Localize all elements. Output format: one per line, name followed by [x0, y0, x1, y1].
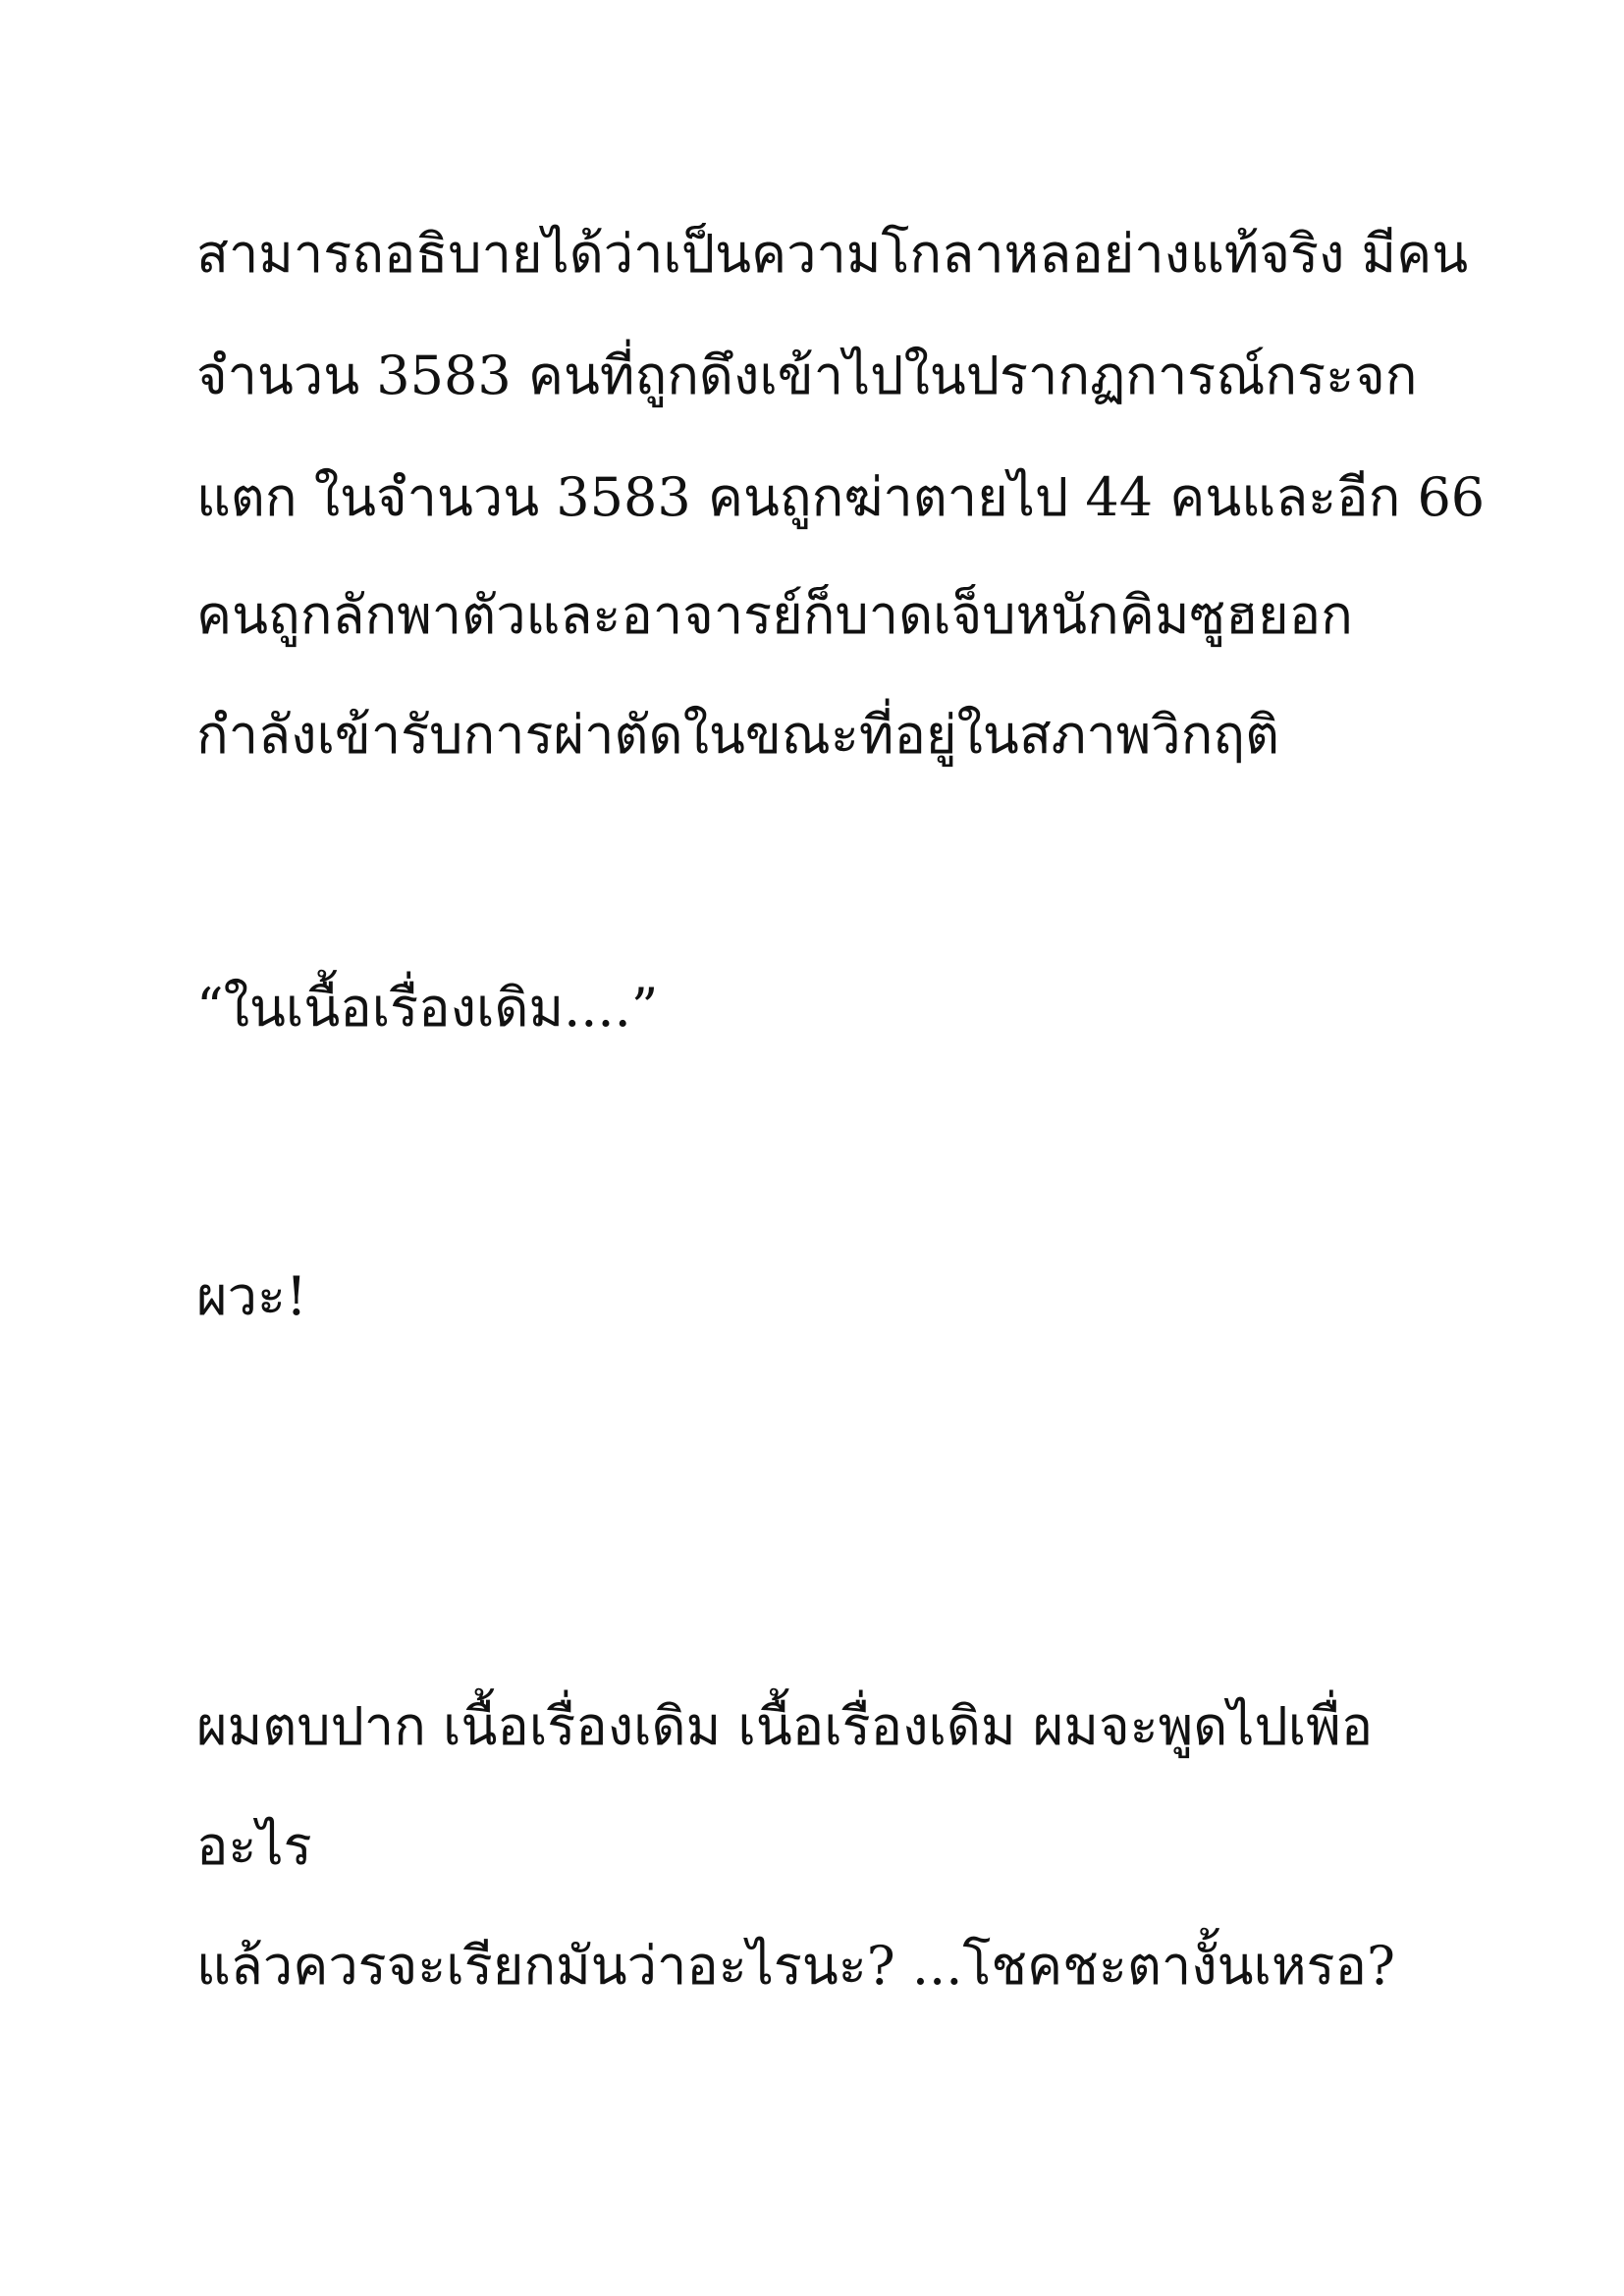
paragraph2-line-2: อะไร — [196, 1815, 312, 1877]
sound-effect: ผวะ! — [196, 1265, 307, 1327]
paragraph2-line-1: ผมตบปาก เนื้อเรื่องเดิม เนื้อเรื่องเดิม ผมจะพูดไปเพื่อ — [196, 1695, 1374, 1757]
paragraph-line-3: แตก ในจำนวน 3583 คนถูกฆ่าตายไป 44 คนและอีก 66 — [196, 466, 1486, 528]
paragraph3-line: แล้วควรจะเรียกมันว่าอะไรนะ? ...โชคชะตางั้นเหรอ? — [196, 1935, 1395, 1997]
dialogue-quote: “ในเนื้อเรื่องเดิม....” — [196, 977, 659, 1039]
paragraph-line-2: จำนวน 3583 คนที่ถูกดึงเข้าไปในปรากฏการณ์กระจก — [196, 345, 1418, 406]
paragraph-line-1: สามารถอธิบายได้ว่าเป็นความโกลาหลอย่างแท้จริง มีคน — [196, 223, 1469, 285]
paragraph-line-5: กำลังเข้ารับการผ่าตัดในขณะที่อยู่ในสภาพวิกฤติ — [196, 704, 1280, 766]
paragraph-line-4: คนถูกลักพาตัวและอาจารย์ก็บาดเจ็บหนักคิมซูฮยอก — [196, 584, 1353, 646]
